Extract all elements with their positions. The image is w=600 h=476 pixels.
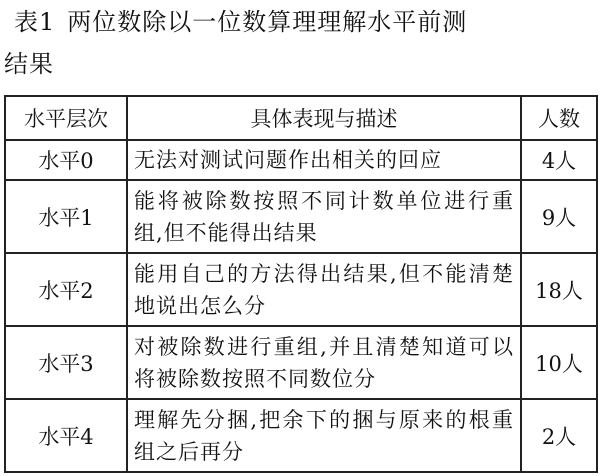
caption-title-line1: 两位数除以一位数算理理解水平前测: [67, 8, 468, 36]
level-cell: 水平4: [5, 399, 127, 472]
count-cell: 2人: [521, 399, 597, 472]
count-cell: 18人: [521, 253, 597, 326]
header-level: 水平层次: [5, 96, 127, 140]
results-table-container: [4, 95, 596, 472]
table-number: 表1: [14, 8, 56, 36]
level-cell: 水平3: [5, 326, 127, 399]
table-caption: [4, 0, 586, 85]
table-row: [5, 180, 597, 253]
description-cell: 无法对测试问题作出相关的回应: [127, 140, 521, 180]
caption-title-line2: 结果: [4, 50, 54, 78]
table-header-row: [5, 96, 597, 140]
level-cell: 水平2: [5, 253, 127, 326]
description-cell: 对被除数进行重组,并且清楚知道可以将被除数按照不同数位分: [127, 326, 521, 399]
description-cell: 能将被除数按照不同计数单位进行重组,但不能得出结果: [127, 180, 521, 253]
header-description: 具体表现与描述: [127, 96, 521, 140]
table-row: [5, 253, 597, 326]
count-cell: 10人: [521, 326, 597, 399]
results-table: [4, 95, 598, 473]
description-cell: 理解先分捆,把余下的捆与原来的根重组之后再分: [127, 399, 521, 472]
level-cell: 水平0: [5, 140, 127, 180]
table-row: [5, 326, 597, 399]
table-row: [5, 399, 597, 472]
description-cell: 能用自己的方法得出结果,但不能清楚地说出怎么分: [127, 253, 521, 326]
level-cell: 水平1: [5, 180, 127, 253]
count-cell: 9人: [521, 180, 597, 253]
table-row: [5, 140, 597, 180]
header-count: 人数: [521, 96, 597, 140]
count-cell: 4人: [521, 140, 597, 180]
